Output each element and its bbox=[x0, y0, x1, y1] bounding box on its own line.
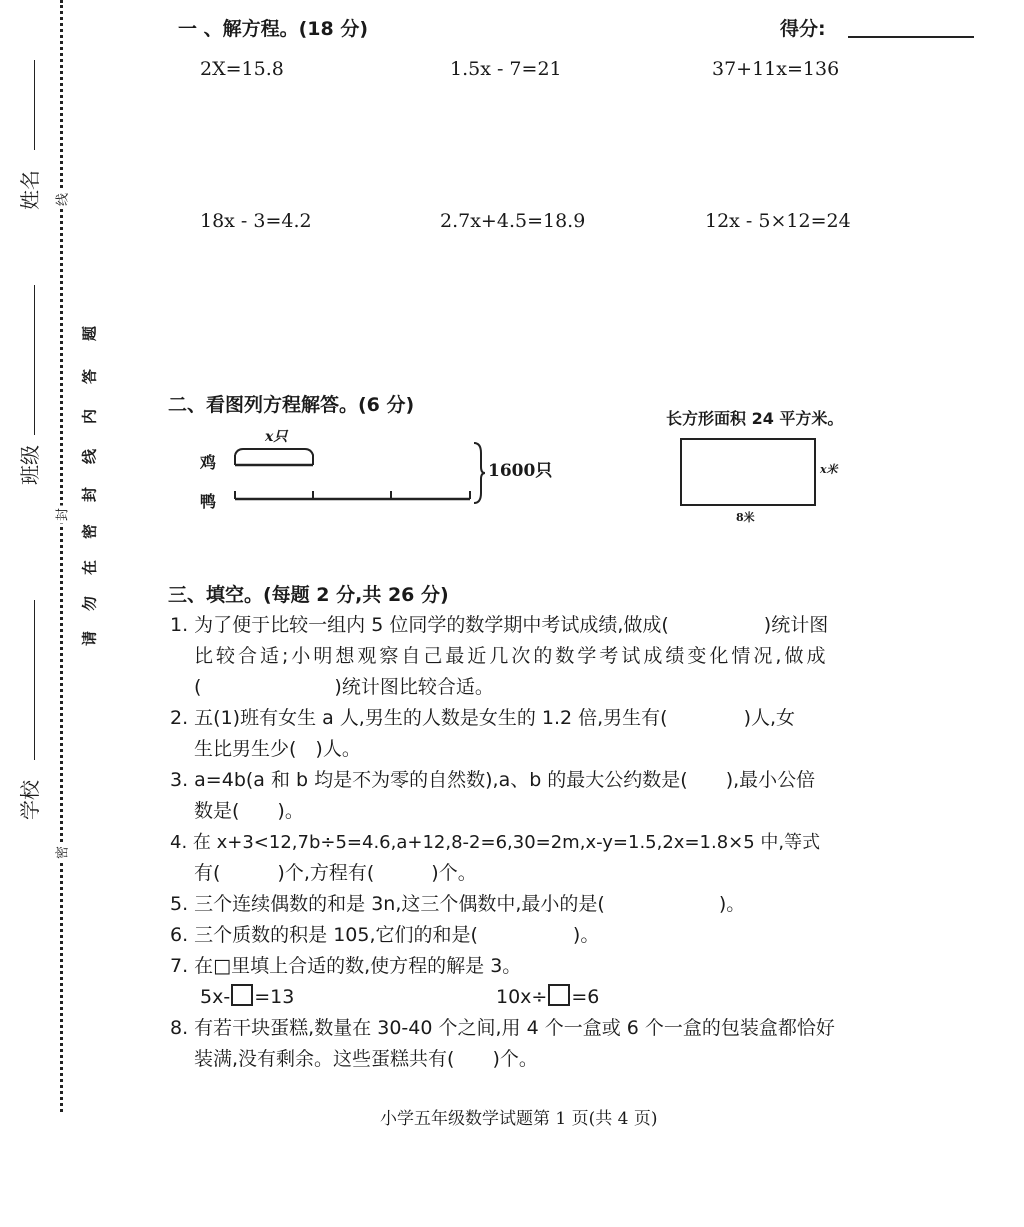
question-7 bbox=[170, 951, 835, 1013]
binding-mark-feng: 封 bbox=[52, 506, 71, 524]
q7-equation-a bbox=[200, 982, 294, 1013]
blank-box bbox=[231, 984, 253, 1006]
question-6 bbox=[170, 920, 835, 951]
notice-char: 内 bbox=[80, 409, 99, 425]
equation: 37+11x=136 bbox=[712, 58, 840, 80]
q7a-right: =13 bbox=[254, 986, 295, 1008]
question-text: ( )统计图比较合适。 bbox=[194, 676, 494, 698]
notice-char: 答 bbox=[80, 369, 99, 385]
question-text: 8. 有若干块蛋糕,数量在 30-40 个之间,用 4 个一盒或 6 个一盒的包装盒都恰好 bbox=[170, 1017, 835, 1039]
name-underline bbox=[34, 60, 35, 150]
question-text: 2. 五(1)班有女生 a 人,男生的人数是女生的 1.2 倍,男生有( )人,女 bbox=[170, 707, 796, 729]
equation: 12x - 5×12=24 bbox=[705, 210, 851, 232]
question-text: 4. 在 x+3<12,7b÷5=4.6,a+12,8-2=6,30=2m,x-y=1.5,2x=1.8×5 中,等式 bbox=[170, 832, 821, 853]
q7a-left: 5x- bbox=[200, 986, 231, 1008]
q7-equation-b bbox=[496, 982, 599, 1013]
line-diagram-svg bbox=[225, 435, 485, 510]
notice-char: 密 bbox=[80, 524, 99, 540]
question-7-equations bbox=[170, 982, 835, 1013]
notice-char: 在 bbox=[80, 560, 99, 576]
question-3 bbox=[170, 765, 835, 827]
class-label: 班级 bbox=[18, 445, 42, 485]
question-text: 1. 为了便于比较一组内 5 位同学的数学期中考试成绩,做成( )统计图 bbox=[170, 614, 829, 636]
section3-title: 三、填空。(每题 2 分,共 26 分) bbox=[168, 584, 449, 606]
question-text: 5. 三个连续偶数的和是 3n,这三个偶数中,最小的是( )。 bbox=[170, 893, 746, 915]
score-blank bbox=[848, 36, 974, 38]
q7b-right: =6 bbox=[571, 986, 600, 1008]
question-text: 7. 在□里填上合适的数,使方程的解是 3。 bbox=[170, 955, 522, 977]
equation: 2.7x+4.5=18.9 bbox=[440, 210, 586, 232]
question-5 bbox=[170, 889, 835, 920]
question-text: 3. a=4b(a 和 b 均是不为零的自然数),a、b 的最大公约数是( ),最小公倍 bbox=[170, 769, 816, 791]
section1-title: 一 、解方程。(18 分) bbox=[178, 18, 369, 40]
question-text: 生比男生少( )人。 bbox=[194, 738, 361, 760]
question-text: 比较合适;小明想观察自己最近几次的数学考试成绩变化情况,做成 bbox=[194, 645, 829, 667]
duck-label: 鸭 bbox=[200, 492, 217, 511]
equation: 2X=15.8 bbox=[200, 58, 284, 80]
question-2 bbox=[170, 703, 835, 765]
binding-mark-xian: 线 bbox=[52, 191, 71, 209]
question-text: 6. 三个质数的积是 105,它们的和是( )。 bbox=[170, 924, 600, 946]
equation: 18x - 3=4.2 bbox=[200, 210, 312, 232]
school-underline bbox=[34, 600, 35, 760]
q7b-left: 10x÷ bbox=[496, 986, 548, 1008]
class-underline bbox=[34, 285, 35, 435]
section2-title: 二、看图列方程解答。(6 分) bbox=[168, 394, 415, 416]
question-text: 数是( )。 bbox=[194, 800, 304, 822]
notice-char: 请 bbox=[80, 631, 99, 647]
binding-dotted-line bbox=[60, 0, 63, 1112]
question-4 bbox=[170, 827, 835, 889]
page-footer: 小学五年级数学试题第 1 页(共 4 页) bbox=[380, 1109, 658, 1129]
question-1 bbox=[170, 610, 835, 703]
question-list bbox=[170, 610, 835, 1075]
name-label: 姓名 bbox=[18, 170, 42, 210]
rect-title: 长方形面积 24 平方米。 bbox=[666, 409, 844, 428]
notice-char: 题 bbox=[80, 326, 99, 342]
notice-char: 线 bbox=[80, 449, 99, 465]
total-label: 1600只 bbox=[488, 461, 553, 481]
question-text: 有( )个,方程有( )个。 bbox=[194, 862, 477, 884]
chicken-label: 鸡 bbox=[200, 453, 217, 472]
binding-mark-mi: 密 bbox=[52, 844, 71, 862]
notice-char: 封 bbox=[80, 487, 99, 503]
school-label: 学校 bbox=[18, 780, 42, 820]
rectangle-shape bbox=[680, 438, 816, 506]
rect-height-label: x米 bbox=[820, 463, 838, 476]
notice-char: 勿 bbox=[80, 596, 99, 612]
score-label: 得分: bbox=[780, 18, 826, 40]
x-label: x只 bbox=[265, 429, 288, 445]
question-8 bbox=[170, 1013, 835, 1075]
rect-width-label: 8米 bbox=[736, 511, 755, 524]
x-brace bbox=[235, 449, 313, 465]
equation: 1.5x - 7=21 bbox=[450, 58, 562, 80]
blank-box bbox=[548, 984, 570, 1006]
question-text: 装满,没有剩余。这些蛋糕共有( )个。 bbox=[194, 1048, 538, 1070]
total-brace bbox=[474, 443, 485, 503]
